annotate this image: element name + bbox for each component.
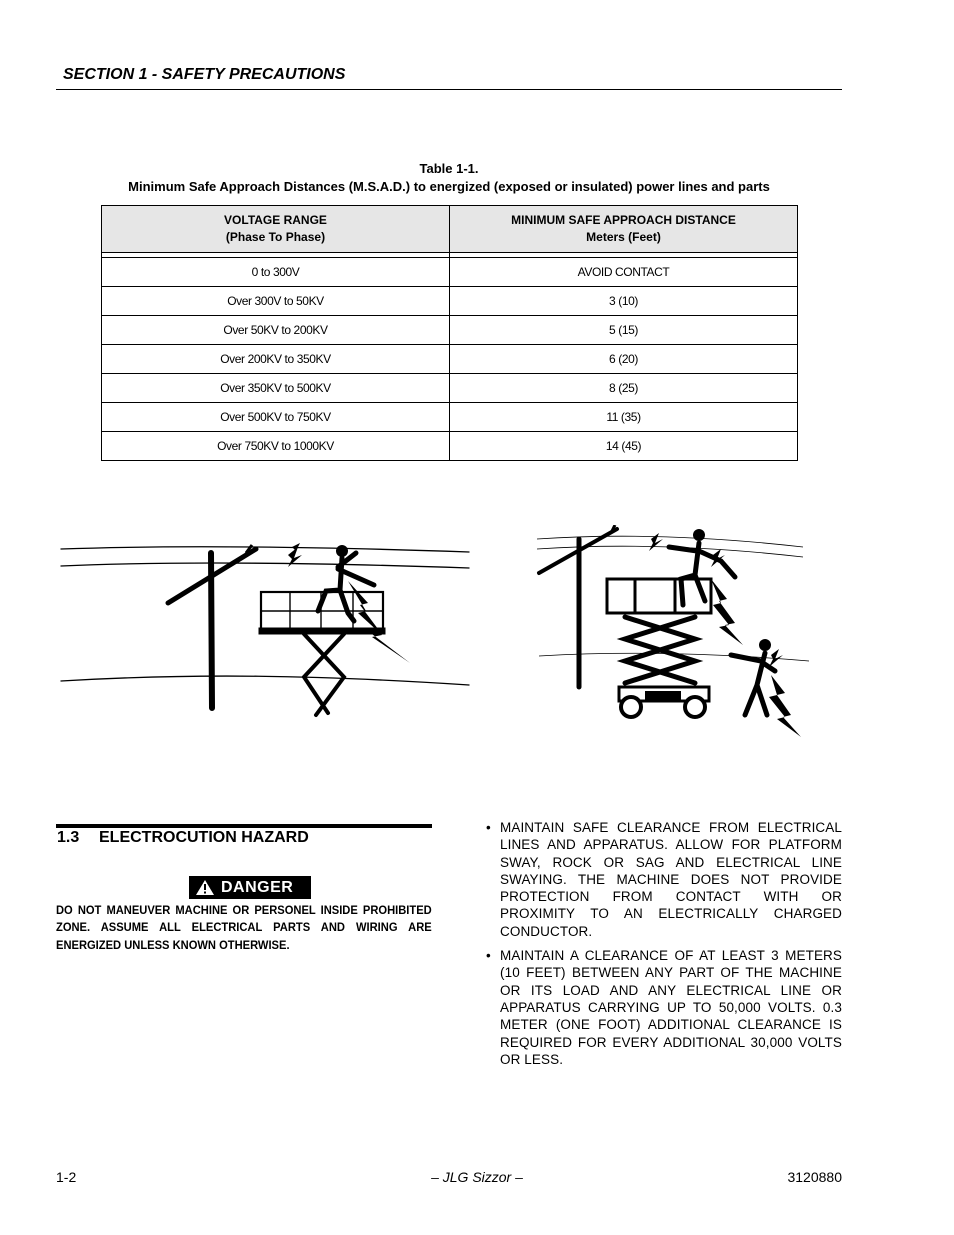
section-number: 1.3 — [57, 829, 80, 846]
safety-bullet-list — [486, 819, 842, 1075]
section-header-title: SECTION 1 - SAFETY PRECAUTIONS — [63, 66, 346, 83]
table-row — [102, 403, 798, 432]
voltage-cell: Over 200KV to 350KV — [102, 345, 450, 374]
voltage-cell: Over 300V to 50KV — [102, 287, 450, 316]
section-title: ELECTROCUTION HAZARD — [99, 829, 309, 846]
voltage-cell: 0 to 300V — [102, 258, 450, 287]
distance-cell: 5 (15) — [450, 316, 798, 345]
warning-triangle-icon — [195, 879, 215, 896]
list-item: • MAINTAIN A CLEARANCE OF AT LEAST 3 METERS (10 FEET) BETWEEN ANY PART OF THE MACHINE OR ITS LOAD AND ANY ELECTRICAL LINE OR APPARATUS CARRYING UP TO 50,000 VOLTS. 0.3 METER (ONE FOOT) ADDITIONAL CLEARANCE IS REQUIRED FOR EVERY ADDITIONAL 30,000 VOLTS OR LESS. — [486, 948, 842, 1067]
distance-cell: 8 (25) — [450, 374, 798, 403]
section-heading — [57, 829, 309, 847]
voltage-cell: Over 50KV to 200KV — [102, 316, 450, 345]
table-row — [102, 287, 798, 316]
table-title: Minimum Safe Approach Distances (M.S.A.D.) to energized (exposed or insulated) power lines and parts — [128, 179, 770, 194]
danger-message: DO NOT MANEUVER MACHINE OR PERSONEL INSIDE PROHIBITED ZONE. ASSUME ALL ELECTRICAL PARTS AND WIRING ARE ENERGIZED UNLESS KNOWN OTHERWISE. — [56, 903, 432, 952]
section-divider-bar — [56, 824, 432, 828]
manual-title: – JLG Sizzor – — [431, 1169, 523, 1185]
electrocution-illustration-right — [535, 525, 810, 740]
voltage-range-header: VOLTAGE RANGE (Phase To Phase) — [102, 206, 450, 253]
header-divider — [56, 89, 842, 90]
voltage-cell: Over 500KV to 750KV — [102, 403, 450, 432]
voltage-cell: Over 350KV to 500KV — [102, 374, 450, 403]
table-row — [102, 316, 798, 345]
distance-cell: 6 (20) — [450, 345, 798, 374]
list-item: • MAINTAIN SAFE CLEARANCE FROM ELECTRICAL LINES AND APPARATUS. ALLOW FOR PLATFORM SWAY, ROCK OR SAG AND ELECTRICAL LINE SWAYING. THE MACHINE DOES NOT PROVIDE PROTECTION FROM CONTACT WITH OR PROXIMITY TO AN ELECTRICALLY CHARGED CONDUCTOR. — [486, 820, 842, 939]
approach-distance-header: MINIMUM SAFE APPROACH DISTANCE Meters (Feet) — [450, 206, 798, 253]
table-row — [102, 432, 798, 461]
electrocution-illustration-left — [56, 525, 476, 730]
distance-cell: 3 (10) — [450, 287, 798, 316]
danger-badge — [189, 876, 311, 899]
table-row — [102, 258, 798, 287]
distance-cell: 14 (45) — [450, 432, 798, 461]
table-row — [102, 345, 798, 374]
voltage-cell: Over 750KV to 1000KV — [102, 432, 450, 461]
msad-table — [101, 205, 798, 461]
distance-cell: 11 (35) — [450, 403, 798, 432]
page-number: 1-2 — [56, 1169, 77, 1185]
distance-cell: AVOID CONTACT — [450, 258, 798, 287]
table-row — [102, 374, 798, 403]
danger-label: DANGER — [221, 879, 294, 896]
document-number: 3120880 — [787, 1169, 842, 1185]
table-number: Table 1-1. — [419, 161, 479, 176]
table-caption — [56, 160, 842, 196]
